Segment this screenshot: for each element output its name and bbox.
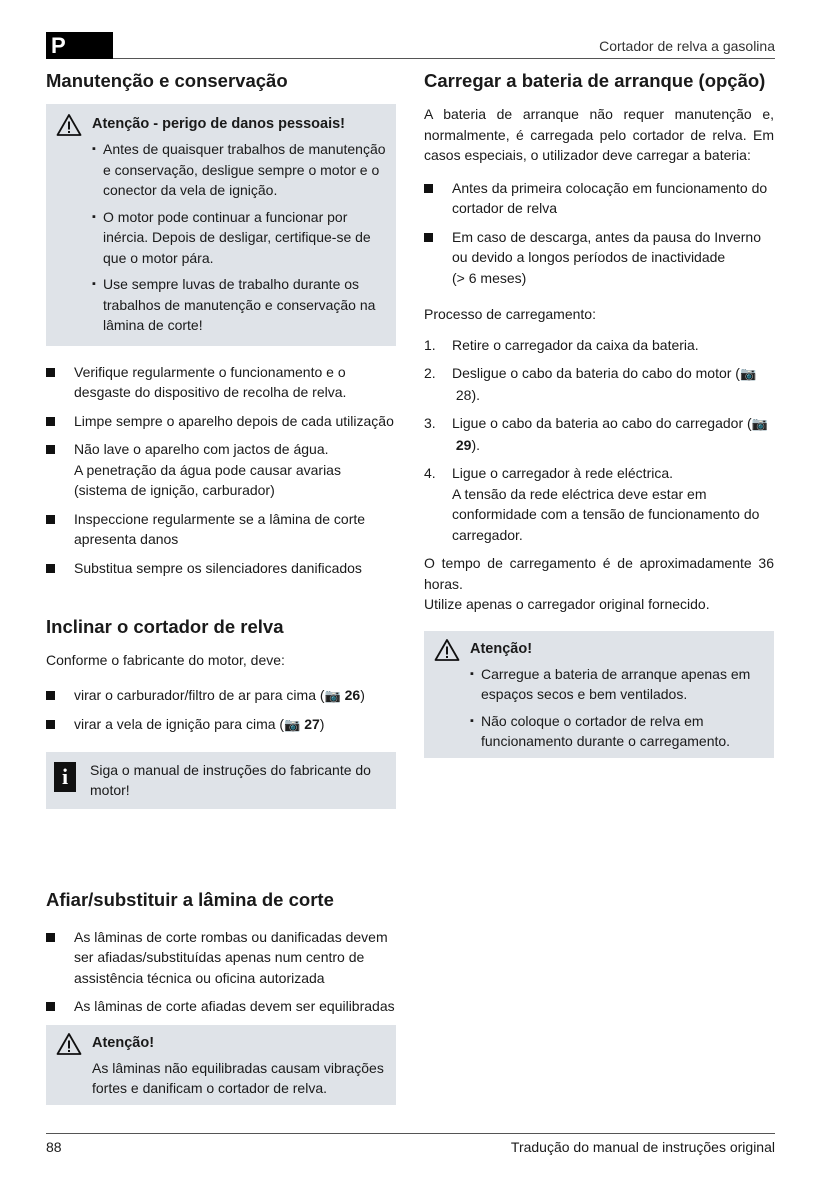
footer-text: Tradução do manual de instruções original xyxy=(510,1139,775,1155)
list-item: Em caso de descarga, antes da pausa do Inverno ou devido a longos períodos de inactividade (> 6 meses) xyxy=(424,227,774,289)
charger-note: Utilize apenas o carregador original fornecido. xyxy=(424,596,710,612)
battery-intro: A bateria de arranque não requer manutenção e, normalmente, é carregada pelo cortador de relva. Em casos especiais, o utilizador deve carregar a bateria: xyxy=(424,106,774,163)
tilt-list xyxy=(46,685,396,736)
camera-icon: 📷 xyxy=(751,416,768,431)
figure-ref[interactable]: 28 xyxy=(455,386,472,403)
section-title-tilt: Inclinar o cortador de relva xyxy=(46,616,284,637)
camera-icon: 📷 xyxy=(739,366,757,381)
warning-item: ▪ Carregue a bateria de arranque apenas em espaços secos e bem ventilados. xyxy=(470,664,764,705)
warning-title: Atenção! xyxy=(92,1034,155,1051)
warning-triangle-icon xyxy=(56,1032,82,1056)
header-title: Cortador de relva a gasolina xyxy=(599,38,775,54)
warning-triangle-icon xyxy=(434,638,460,662)
camera-icon: 📷 xyxy=(324,687,341,703)
list-item: As lâminas de corte afiadas devem ser equilibradas xyxy=(46,996,396,1017)
info-box xyxy=(46,752,396,809)
right-column xyxy=(424,68,774,758)
step-item: 4. Ligue o carregador à rede eléctrica. A tensão da rede eléctrica deve estar em conformidade com a tensão de funcionamento do carregador. xyxy=(424,465,760,543)
section-title-battery: Carregar a bateria de arranque (opção) xyxy=(424,70,766,91)
warning-item: ▪ Antes de quaisquer trabalhos de manutenção e conservação, desligue sempre o motor e o conector da vela de ignição. xyxy=(92,139,386,201)
section-title-maintenance: Manutenção e conservação xyxy=(46,70,288,91)
list-item: Inspeccione regularmente se a lâmina de corte apresenta danos xyxy=(46,509,396,550)
warning-box-personal-injury xyxy=(46,104,396,346)
blade-list xyxy=(46,927,396,1017)
page-number: 88 xyxy=(46,1139,62,1155)
list-item: virar o carburador/filtro de ar para cima (📷 26) xyxy=(46,685,396,707)
step-item: 1. Retire o carregador da caixa da bateria. xyxy=(424,336,699,353)
warning-triangle-icon xyxy=(56,113,82,137)
left-column xyxy=(46,68,396,1105)
list-item: virar a vela de ignição para cima (📷 27) xyxy=(46,714,396,736)
info-text: Siga o manual de instruções do fabricante do motor! xyxy=(90,761,371,798)
step-item: 2. Desligue o cabo da bateria do cabo do motor (📷 28). xyxy=(424,365,757,403)
list-item: Antes da primeira colocação em funcionamento do cortador de relva xyxy=(424,178,774,219)
info-icon: i xyxy=(54,762,76,792)
list-item: Limpe sempre o aparelho depois de cada utilização xyxy=(46,411,396,432)
camera-icon: 📷 xyxy=(284,717,301,732)
figure-ref[interactable]: 27 xyxy=(304,716,320,732)
charge-time: O tempo de carregamento é de aproximadamente 36 horas. xyxy=(424,555,774,592)
warning-item: ▪ O motor pode continuar a funcionar por inércia. Depois de desligar, certifique-se de que o motor pára. xyxy=(92,207,386,269)
warning-box-charging xyxy=(424,631,774,758)
warning-item: ▪ Use sempre luvas de trabalho durante os trabalhos de manutenção e conservação na lâmina de corte! xyxy=(92,274,386,336)
list-item: Substitua sempre os silenciadores danificados xyxy=(46,558,396,579)
charging-steps xyxy=(424,335,774,546)
process-label: Processo de carregamento: xyxy=(424,306,596,322)
section-title-blade: Afiar/substituir a lâmina de corte xyxy=(46,888,334,910)
warning-title: Atenção! xyxy=(470,640,533,657)
list-item: Não lave o aparelho com jactos de água. A penetração da água pode causar avarias (sistema de ignição, carburador) xyxy=(46,439,396,501)
warning-box-blade xyxy=(46,1025,396,1105)
maintenance-list xyxy=(46,362,396,579)
warning-title: Atenção - perigo de danos pessoais! xyxy=(92,116,345,132)
figure-ref[interactable]: 26 xyxy=(344,686,361,703)
warning-item: ▪ Não coloque o cortador de relva em funcionamento durante o carregamento. xyxy=(470,711,764,752)
language-tag: P xyxy=(46,32,113,59)
footer-rule xyxy=(46,1133,775,1134)
figure-ref[interactable]: 29 xyxy=(455,436,472,453)
tilt-intro: Conforme o fabricante do motor, deve: xyxy=(46,652,285,668)
warning-text: As lâminas não equilibradas causam vibrações fortes e danificam o cortador de relva. xyxy=(92,1059,384,1096)
list-item: Verifique regularmente o funcionamento e o desgaste do dispositivo de recolha de relva. xyxy=(46,362,396,403)
header-rule xyxy=(113,58,775,59)
step-item: 3. Ligue o cabo da bateria ao cabo do carregador (📷 29). xyxy=(424,415,768,453)
list-item: As lâminas de corte rombas ou danificadas devem ser afiadas/substituídas apenas num centro de assistência técnica ou oficina autorizada xyxy=(46,927,396,989)
battery-cases-list xyxy=(424,178,774,289)
